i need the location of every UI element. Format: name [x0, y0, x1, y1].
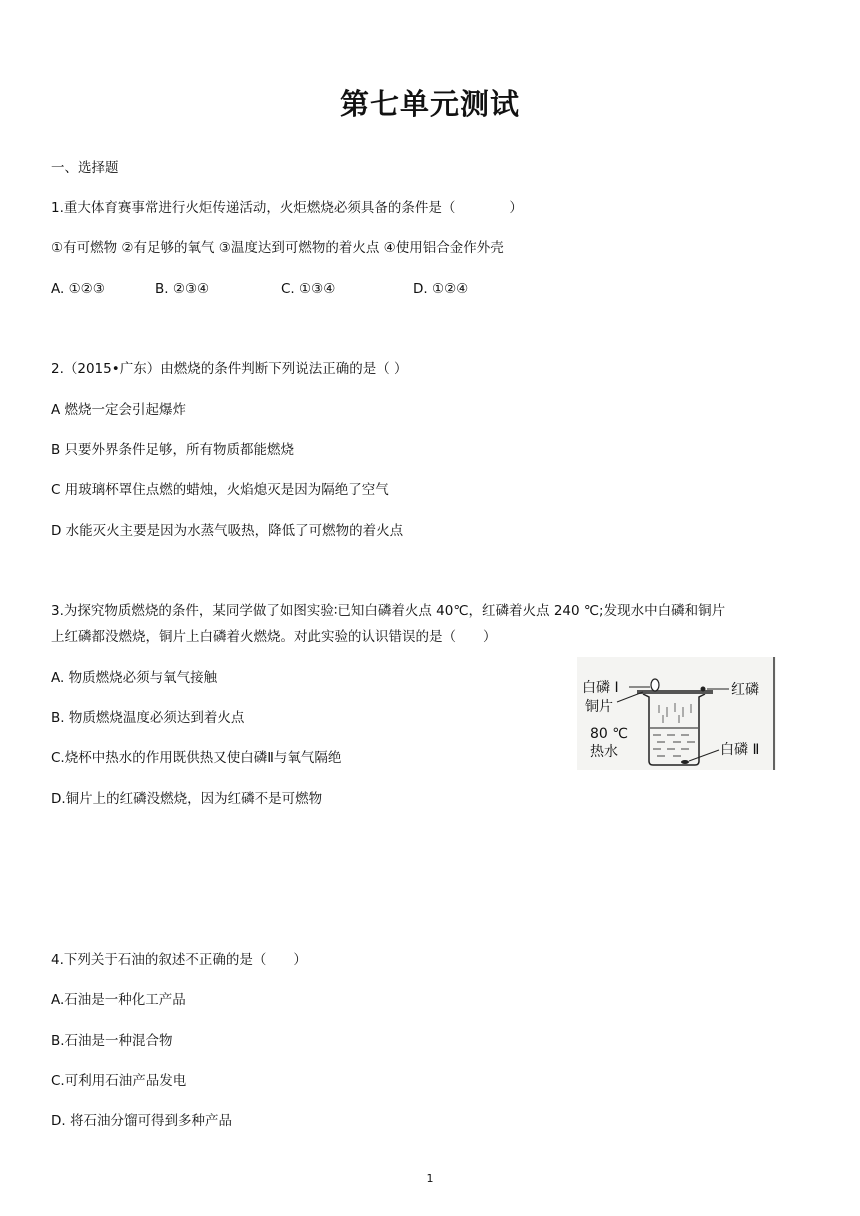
q1-option-a: A. ①②③	[51, 281, 105, 297]
q1-option-b: B. ②③④	[155, 281, 210, 297]
q4-stem: 4.下列关于石油的叙述不正确的是（ ）	[51, 952, 307, 968]
q1-option-d: D. ①②④	[413, 281, 469, 297]
hot-water	[650, 728, 698, 756]
q3-option-a: A. 物质燃烧必须与氧气接触	[51, 670, 218, 686]
white-phosphorus-ii	[681, 760, 689, 764]
section-heading: 一、选择题	[51, 160, 119, 176]
q3-stem-line2: 上红磷都没燃烧，铜片上白磷着火燃烧。对此实验的认识错误的是（ ）	[51, 629, 497, 645]
q1-options	[51, 280, 468, 298]
q2-option-b: B 只要外界条件足够，所有物质都能燃烧	[51, 442, 295, 458]
page-number: 1	[426, 1172, 434, 1185]
white-phosphorus-flame	[651, 679, 659, 691]
q1-conditions: ①有可燃物 ②有足够的氧气 ③温度达到可燃物的着火点 ④使用铝合金作外壳	[51, 240, 504, 256]
experiment-figure	[577, 657, 776, 770]
q2-stem: 2.（2015•广东）由燃烧的条件判断下列说法正确的是（ ）	[51, 361, 408, 377]
q2-option-a: A 燃烧一定会引起爆炸	[51, 402, 187, 418]
q3-option-b: B. 物质燃烧温度必须达到着火点	[51, 710, 245, 726]
q4-option-a: A.石油是一种化工产品	[51, 992, 186, 1008]
q4-option-d: D. 将石油分馏可得到多种产品	[51, 1113, 232, 1129]
q3-option-d: D.铜片上的红磷没燃烧，因为红磷不是可燃物	[51, 791, 323, 807]
q2-option-d: D 水能灭火主要是因为水蒸气吸热，降低了可燃物的着火点	[51, 523, 404, 539]
label-temperature: 80 ℃	[590, 726, 628, 742]
q3-stem-line1: 3.为探究物质燃烧的条件，某同学做了如图实验∶已知白磷着火点 40℃，红磷着火点 240 ℃;发现水中白磷和铜片	[51, 603, 726, 619]
q1-option-c: C. ①③④	[281, 281, 336, 297]
q2-option-c: C 用玻璃杯罩住点燃的蜡烛，火焰熄灭是因为隔绝了空气	[51, 482, 389, 498]
label-white-phosphorus-ii: 白磷 Ⅱ	[720, 742, 760, 758]
q4-option-b: B.石油是一种混合物	[51, 1033, 173, 1049]
label-white-phosphorus-i: 白磷 I	[582, 680, 619, 696]
label-red-phosphorus: 红磷	[731, 682, 759, 698]
page-title: 第七单元测试	[339, 87, 520, 121]
q3-option-c: C.烧杯中热水的作用既供热又使白磷Ⅱ与氧气隔绝	[51, 750, 342, 766]
q1-stem: 1.重大体育赛事常进行火炬传递活动，火炬燃烧必须具备的条件是（ ）	[51, 200, 523, 216]
red-phosphorus	[701, 687, 706, 692]
q4-option-c: C.可利用石油产品发电	[51, 1073, 187, 1089]
label-copper-plate: 铜片	[585, 699, 613, 715]
beaker	[643, 694, 705, 765]
label-hot-water: 热水	[590, 744, 618, 760]
